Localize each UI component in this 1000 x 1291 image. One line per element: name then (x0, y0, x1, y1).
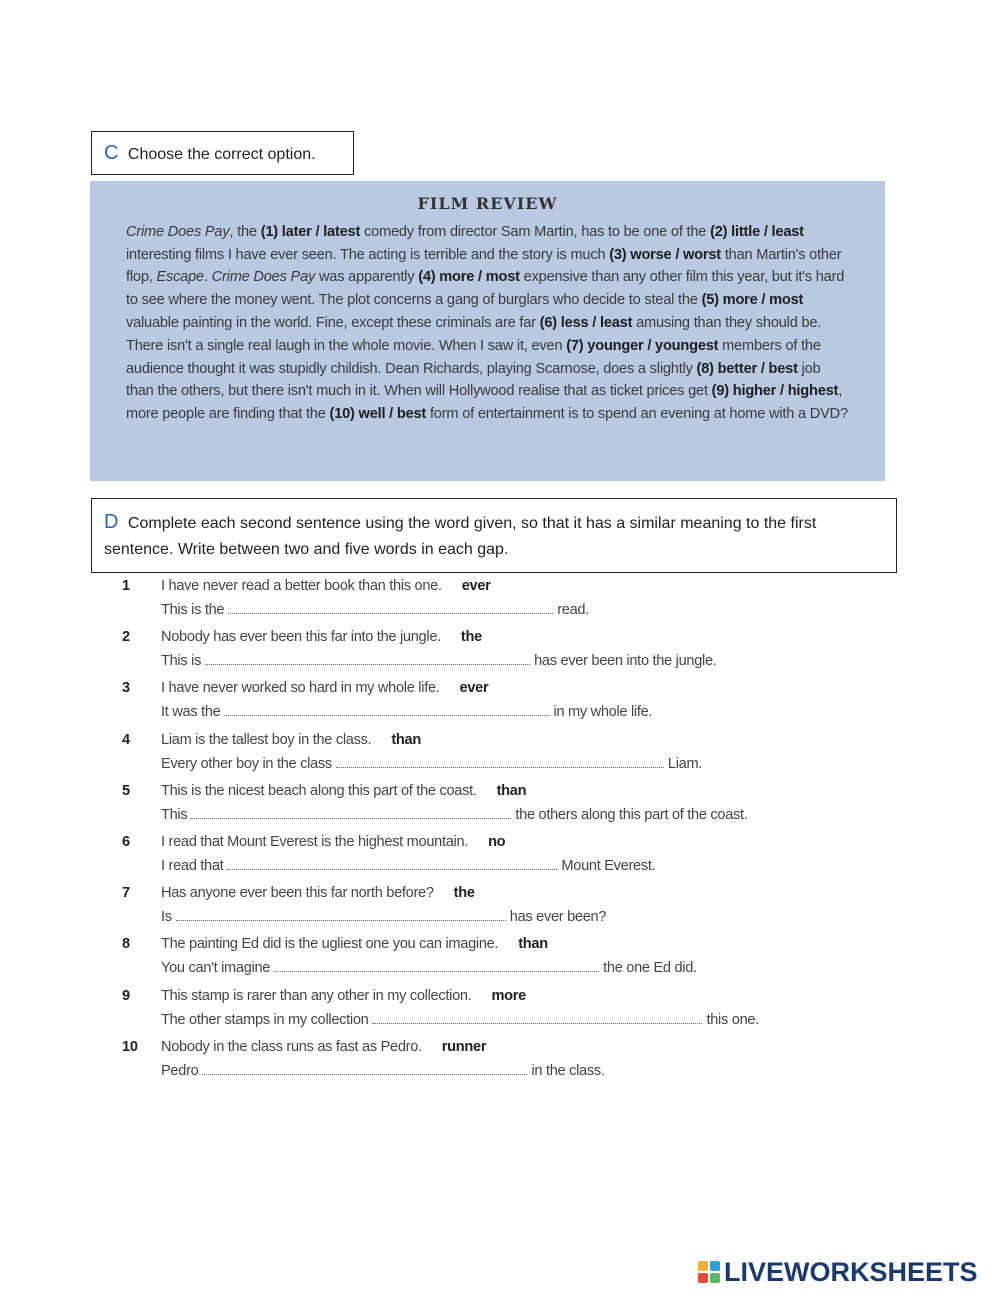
logo-tile (698, 1273, 708, 1283)
review-choice[interactable]: (2) little / least (710, 223, 804, 240)
exercise-number: 7 (122, 885, 130, 902)
exercise-rewrite-line (161, 652, 717, 669)
exercise-item (116, 680, 836, 731)
exercise-keyword: the (460, 629, 482, 646)
section-c-instruction-box (91, 131, 354, 175)
exercise-item (116, 629, 836, 680)
exercise-item (116, 783, 836, 834)
exercise-number: 9 (122, 987, 130, 1004)
exercise-prefix: Every other boy in the class (161, 755, 332, 772)
exercise-sentence: Liam is the tallest boy in the class. (161, 731, 372, 748)
review-text-segment: . (203, 269, 212, 286)
exercise-item (116, 578, 836, 629)
exercise-original-line (161, 629, 482, 645)
exercise-sentence: Nobody in the class runs as fast as Pedro. (161, 1038, 422, 1055)
section-d-letter: D (104, 511, 119, 533)
answer-gap[interactable] (274, 959, 599, 972)
exercise-suffix: in my whole life. (553, 704, 653, 721)
exercise-keyword: no (488, 833, 506, 850)
exercise-keyword: ever (459, 680, 489, 697)
exercise-original-line (161, 885, 475, 901)
exercise-prefix: This (161, 806, 188, 823)
exercise-keyword: than (496, 782, 527, 799)
exercise-keyword: runner (441, 1038, 487, 1055)
exercise-original-line (161, 936, 548, 952)
answer-gap[interactable] (372, 1011, 702, 1024)
logo-tile (710, 1261, 720, 1271)
exercise-number: 4 (122, 731, 130, 748)
exercise-rewrite-line (161, 703, 652, 720)
exercise-prefix: I read that (161, 857, 224, 874)
exercise-sentence: Nobody has ever been this far into the jungle. (161, 629, 441, 646)
section-d-instruction: Complete each second sentence using the word given, so that it has a similar meaning to the first sentence. Write between two and five words in each gap. (104, 515, 817, 558)
review-text-segment: members of the audience thought it was stupidly childish. Dean Richards, playing Scarnose, does a slightly (126, 337, 821, 377)
exercise-rewrite-line (161, 755, 702, 772)
exercise-rewrite-line (161, 601, 589, 618)
exercise-suffix: the one Ed did. (603, 960, 697, 977)
section-c-letter: C (104, 142, 119, 164)
liveworksheets-logo (698, 1257, 978, 1287)
exercise-item (116, 834, 836, 885)
transformation-exercise-list (116, 578, 836, 1090)
liveworksheets-brand-text: LIVEWORKSHEETS (724, 1256, 978, 1287)
exercise-item (116, 885, 836, 936)
exercise-sentence: I have never read a better book than this one. (161, 578, 442, 594)
exercise-sentence: I have never worked so hard in my whole life. (161, 680, 440, 697)
exercise-number: 1 (122, 578, 130, 594)
exercise-original-line (161, 988, 526, 1004)
review-choice[interactable]: (7) younger / youngest (566, 337, 719, 354)
exercise-sentence: The painting Ed did is the ugliest one you can imagine. (161, 936, 499, 953)
liveworksheets-logo-icon (698, 1261, 720, 1283)
exercise-prefix: Is (161, 909, 172, 926)
exercise-item (116, 1039, 836, 1090)
logo-tile (698, 1261, 708, 1271)
section-c-instruction: Choose the correct option. (127, 146, 316, 163)
section-d-instruction-box (91, 498, 897, 573)
exercise-number: 8 (122, 936, 130, 953)
answer-gap[interactable] (224, 703, 549, 716)
exercise-prefix: It was the (161, 704, 221, 721)
exercise-rewrite-line (161, 1062, 605, 1079)
answer-gap[interactable] (191, 806, 511, 819)
exercise-keyword: the (453, 885, 475, 902)
exercise-sentence: Has anyone ever been this far north before? (161, 885, 434, 902)
review-choice[interactable]: (6) less / least (539, 314, 633, 331)
exercise-original-line (161, 1039, 486, 1055)
review-text-segment: form of entertainment is to spend an evening at home with a DVD? (426, 406, 848, 423)
answer-gap[interactable] (227, 857, 557, 870)
answer-gap[interactable] (336, 755, 664, 768)
exercise-sentence: This is the nicest beach along this part of the coast. (161, 782, 477, 799)
film-review-panel (90, 181, 885, 481)
review-choice[interactable]: (8) better / best (696, 360, 798, 377)
review-text-segment: expensive than any other film this year, but it's hard to see where the money went. The plot concerns a gang of burglars who decide to steal the (126, 269, 845, 309)
exercise-suffix: in the class. (531, 1062, 605, 1079)
exercise-prefix: This is (161, 653, 202, 670)
answer-gap[interactable] (202, 1062, 527, 1075)
review-text-segment: Escape (156, 269, 204, 286)
exercise-number: 2 (122, 629, 130, 646)
review-text-segment: amusing than they should be. There isn't a single real laugh in the whole movie. When I saw it, even (126, 314, 822, 354)
review-text-segment: Crime Does Pay (126, 223, 230, 240)
exercise-item (116, 936, 836, 987)
exercise-sentence: This stamp is rarer than any other in my collection. (161, 987, 472, 1004)
review-text-segment: job than the others, but there isn't much in it. When will Hollywood realise that as ticket prices get (126, 360, 821, 400)
exercise-rewrite-line (161, 857, 655, 874)
answer-gap[interactable] (228, 601, 553, 614)
exercise-number: 10 (122, 1038, 138, 1055)
exercise-suffix: has ever been? (509, 909, 607, 926)
answer-gap[interactable] (176, 908, 506, 921)
exercise-rewrite-line (161, 959, 697, 976)
exercise-suffix: this one. (706, 1011, 759, 1028)
review-text-segment: Crime Does Pay (211, 269, 316, 286)
review-choice[interactable]: (10) well / best (329, 406, 427, 423)
exercise-keyword: more (491, 987, 526, 1004)
review-choice[interactable]: (4) more / most (418, 269, 520, 286)
exercise-prefix: You can't imagine (161, 960, 271, 977)
review-choice[interactable]: (9) higher / highest (711, 383, 839, 400)
exercise-prefix: Pedro (161, 1062, 199, 1079)
review-choice[interactable]: (3) worse / worst (609, 246, 721, 263)
exercise-number: 6 (122, 833, 130, 850)
review-text-segment: , more people are finding that the (126, 383, 843, 423)
exercise-rewrite-line (161, 908, 606, 925)
exercise-item (116, 988, 836, 1039)
exercise-rewrite-line (161, 806, 748, 823)
exercise-item (116, 732, 836, 783)
review-text-segment: valuable painting in the world. Fine, except these criminals are far (126, 314, 540, 331)
review-text-segment: interesting films I have ever seen. The acting is terrible and the story is much (126, 246, 610, 263)
exercise-suffix: Liam. (667, 755, 703, 772)
exercise-original-line (161, 783, 526, 799)
exercise-sentence: I read that Mount Everest is the highest mountain. (161, 833, 469, 850)
exercise-suffix: Mount Everest. (561, 857, 656, 874)
exercise-number: 5 (122, 782, 130, 799)
exercise-number: 3 (122, 680, 130, 697)
logo-tile (710, 1273, 720, 1283)
answer-gap[interactable] (205, 652, 530, 665)
exercise-rewrite-line (161, 1011, 759, 1028)
exercise-suffix: read. (557, 602, 589, 618)
exercise-original-line (161, 732, 421, 748)
exercise-prefix: This is the (161, 602, 225, 618)
exercise-suffix: has ever been into the jungle. (534, 653, 717, 670)
exercise-keyword: than (518, 936, 548, 953)
review-text-segment: , the (229, 223, 261, 240)
review-choice[interactable]: (5) more / most (701, 292, 804, 309)
film-review-title: FILM REVIEW (417, 194, 558, 213)
exercise-original-line (161, 680, 488, 696)
exercise-keyword: than (391, 731, 421, 748)
review-choice[interactable]: (1) later / latest (260, 223, 361, 240)
review-text-segment: than Martin's other flop, (126, 246, 842, 286)
exercise-original-line (161, 834, 505, 850)
film-review-text (126, 221, 849, 426)
review-text-segment: comedy from director Sam Martin, has to be one of the (360, 223, 711, 240)
exercise-original-line (161, 578, 491, 594)
exercise-prefix: The other stamps in my collection (161, 1011, 369, 1028)
exercise-keyword: ever (461, 578, 491, 594)
exercise-suffix: the others along this part of the coast. (515, 806, 748, 823)
review-text-segment: was apparently (315, 269, 419, 286)
